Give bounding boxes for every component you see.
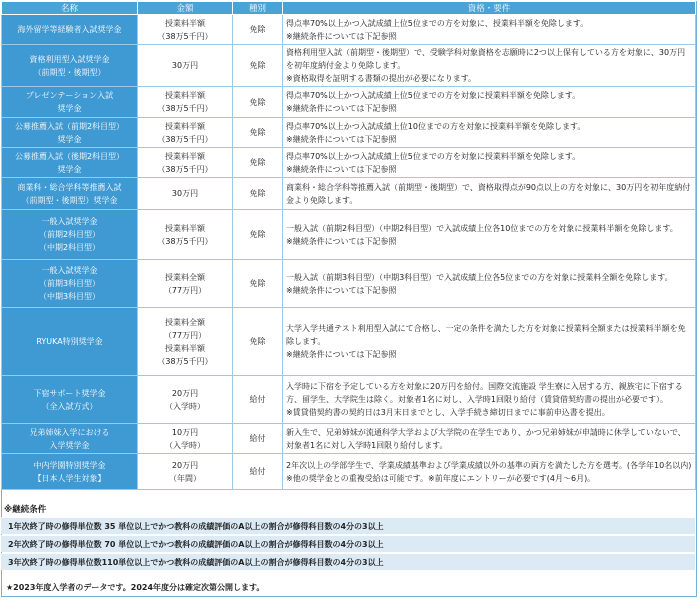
scholarship-name-line: （全入試方式） — [41, 401, 98, 411]
scholarship-amount-line: （77万円） — [163, 285, 207, 295]
scholarship-amount — [138, 118, 233, 148]
scholarship-amount — [138, 210, 233, 260]
scholarship-requirements — [283, 454, 696, 490]
scholarship-name-line: 公募推薦入試（前期2科目型） — [14, 121, 125, 131]
scholarship-name — [2, 308, 138, 376]
scholarship-amount-line: （38万5千円） — [157, 104, 213, 113]
scholarship-name — [2, 424, 138, 454]
scholarship-type: 免除 — [233, 210, 283, 260]
scholarship-requirements — [283, 210, 696, 260]
scholarship-amount-line: 20万円 — [171, 460, 199, 470]
scholarship-amount-line: （入学時） — [165, 440, 205, 450]
scholarship-amount-line: 授業料半額 — [165, 343, 205, 353]
scholarship-name-line: （前期3科目型） — [38, 279, 101, 288]
table-row — [2, 178, 696, 210]
condition-row-2: 2年次終了時の修得単位数 70 単位以上でかつ教科の成績評価のA以上の割合が修得科目数の4分の3以上 — [1, 535, 695, 552]
scholarship-name — [2, 148, 138, 178]
scholarship-requirements-line: 商業科・総合学科等推薦入試（前期型・後期型）で、資格取得点が90点以上の方を対象に、30万円を初年度納付金より免除します。 — [286, 182, 691, 205]
scholarship-requirements — [283, 148, 696, 178]
scholarship-name — [2, 454, 138, 490]
scholarship-type: 免除 — [233, 308, 283, 376]
scholarship-requirements-line: ※継続条件については下記参照 — [286, 31, 397, 41]
scholarship-amount-line: 授業料全額 — [165, 272, 205, 282]
scholarship-name-line: （前期型・後期型）奨学金 — [21, 195, 118, 205]
scholarship-amount — [138, 376, 233, 424]
scholarship-amount-line: （38万5千円） — [157, 356, 213, 366]
scholarship-name — [2, 376, 138, 424]
scholarship-name-line: （前期型・後期型） — [33, 67, 106, 77]
scholarship-name — [2, 15, 138, 45]
scholarship-name-line: 【日本人学生対象】 — [33, 473, 106, 483]
table-row — [2, 148, 696, 178]
scholarship-amount-line: 30万円 — [171, 61, 199, 70]
scholarship-requirements-line: ※資格取得を証明する書類の提出が必要になります。 — [286, 74, 477, 83]
header-name: 名称 — [2, 2, 138, 15]
table-row — [2, 424, 696, 454]
scholarship-name — [2, 178, 138, 210]
scholarship-type: 免除 — [233, 178, 283, 210]
footnote: ★2023年度入学者のデータです。2024年度分は確定次第公開します。 — [6, 583, 265, 592]
scholarship-requirements-line: 一般入試（前期3科目型）（中期3科目型）で入試成績上位各5位までの方を対象に授業料全額を免除します。 — [286, 272, 673, 282]
scholarship-requirements — [283, 87, 696, 118]
scholarship-name-line: 海外留学等経験者入試奨学金 — [17, 25, 122, 34]
conditions-title: ※継続条件 — [4, 505, 47, 515]
scholarship-requirements-line: 資格利用型入試（前期型・後期型）で、受験学科対象資格を志願時に2つ以上保有している方を対象に、30万円を初年度納付金より免除します。 — [286, 48, 686, 70]
scholarship-amount-line: （38万5千円） — [157, 164, 213, 174]
scholarship-requirements-line: ※継続条件については下記参照 — [286, 236, 397, 246]
scholarship-type: 給付 — [233, 454, 283, 490]
scholarship-amount — [138, 178, 233, 210]
scholarship-requirements-line: ※継続条件については下記参照 — [286, 285, 397, 295]
scholarship-name-line: （前期2科目型） — [38, 230, 101, 239]
scholarship-name — [2, 260, 138, 308]
scholarship-name-line: 奨学金 — [57, 164, 82, 174]
scholarship-amount-line: （77万円） — [163, 330, 207, 340]
scholarship-amount-line: 授業料全額 — [165, 317, 205, 327]
scholarship-amount — [138, 260, 233, 308]
scholarship-name-line: （中期3科目型） — [38, 292, 101, 301]
scholarship-name-line: 一般入試奨学金 — [41, 266, 98, 275]
scholarship-requirements-line: 得点率70%以上かつ入試成績上位5位までの方を対象に、授業料半額を免除します。 — [286, 18, 589, 28]
scholarship-name-line: 兄弟姉妹入学における — [29, 427, 110, 437]
scholarship-requirements — [283, 178, 696, 210]
table-row — [2, 376, 696, 424]
scholarship-type: 給付 — [233, 376, 283, 424]
scholarship-amount — [138, 454, 233, 490]
scholarship-name-line: 下宿サポート奨学金 — [33, 388, 106, 398]
scholarship-amount-line: 授業料半額 — [165, 18, 205, 28]
scholarship-name-line: 奨学金 — [57, 104, 82, 113]
scholarship-type: 給付 — [233, 424, 283, 454]
scholarship-amount-line: （年間） — [169, 473, 201, 483]
scholarship-name-line: 中内学園特別奨学金 — [33, 460, 106, 470]
scholarship-name-line: 公募推薦入試（後期2科目型） — [14, 151, 125, 161]
scholarship-requirements-line: 新入生で、兄弟姉妹が流通科学大学および大学院の在学生であり、かつ兄弟姉妹が申請時に休学していないで、対象者1名に対し入学時1回限り給付します。 — [286, 427, 686, 450]
scholarship-name-line: 奨学金 — [57, 134, 82, 144]
scholarship-requirements-line: 大学入学共通テスト利用型入試にて合格し、一定の条件を満たした方を対象に授業料全額または授業料半額を免除します。 — [286, 324, 686, 346]
table-row — [2, 260, 696, 308]
scholarship-amount-line: 授業料半額 — [165, 223, 205, 233]
scholarship-type: 免除 — [233, 87, 283, 118]
scholarship-name-line: RYUKA特別奨学金 — [36, 337, 103, 346]
scholarship-type: 免除 — [233, 148, 283, 178]
scholarship-name-line: 資格利用型入試奨学金 — [29, 54, 110, 64]
table-row — [2, 210, 696, 260]
table-row — [2, 45, 696, 87]
table-header — [2, 2, 696, 15]
scholarship-amount-line: 10万円 — [171, 427, 199, 437]
scholarship-requirements — [283, 15, 696, 45]
table-row — [2, 87, 696, 118]
condition-row-1: 1年次終了時の修得単位数 35 単位以上でかつ教科の成績評価のA以上の割合が修得科目数の4分の3以上 — [1, 517, 695, 534]
scholarship-type: 免除 — [233, 118, 283, 148]
scholarship-amount — [138, 308, 233, 376]
header-requirements: 資格・要件 — [283, 2, 696, 15]
scholarship-requirements-line: ※継続条件については下記参照 — [286, 134, 397, 144]
scholarship-requirements-line: 入学時に下宿を予定している方を対象に20万円を給付。国際交流施設 学生寮に入居する方、親族宅に下宿する方、留学生、大学院生は除く。対象者1名に対し、入学時1回限り給付（賃貸借契約書の提出が必要です）。 — [286, 382, 683, 404]
scholarship-type: 免除 — [233, 260, 283, 308]
scholarship-requirements-line: ※継続条件については下記参照 — [286, 104, 397, 113]
condition-row-3: 3年次終了時の修得単位数110単位以上でかつ教科の成績評価のA以上の割合が修得科目数の4分の3以上 — [1, 553, 695, 570]
scholarship-amount — [138, 45, 233, 87]
scholarship-name-line: （中期2科目型） — [38, 243, 101, 252]
scholarship-amount-line: 授業料半額 — [165, 91, 205, 100]
scholarship-name-line: 商業科・総合学科等推薦入試 — [17, 182, 122, 192]
header-amount: 金額 — [138, 2, 233, 15]
scholarship-amount-line: 20万円 — [171, 388, 199, 398]
scholarship-requirements — [283, 376, 696, 424]
scholarship-requirements — [283, 118, 696, 148]
header-type: 種別 — [233, 2, 283, 15]
scholarship-type: 免除 — [233, 15, 283, 45]
scholarship-table — [1, 1, 696, 490]
scholarship-name-line: 一般入試奨学金 — [41, 217, 98, 226]
scholarship-name — [2, 87, 138, 118]
scholarship-requirements — [283, 45, 696, 87]
table-row — [2, 454, 696, 490]
scholarship-requirements-line: ※継続条件については下記参照 — [286, 350, 397, 359]
scholarship-requirements-line: ※継続条件については下記参照 — [286, 164, 397, 174]
scholarship-amount — [138, 15, 233, 45]
scholarship-name — [2, 210, 138, 260]
scholarship-requirements — [283, 260, 696, 308]
scholarship-amount — [138, 87, 233, 118]
scholarship-name — [2, 118, 138, 148]
scholarship-requirements-line: 2年次以上の学部学生で、学業成績基準および学業成績以外の基準の両方を満たした方を選考。(各学年10名以内) — [286, 460, 692, 470]
scholarship-amount-line: 授業料半額 — [165, 121, 205, 131]
scholarship-requirements-line: 得点率70%以上かつ入試成績上位10位までの方を対象に授業料半額を免除します。 — [286, 121, 586, 131]
table-row — [2, 118, 696, 148]
scholarship-amount-line: （38万5千円） — [157, 134, 213, 144]
scholarship-requirements-line: ※賃貸借契約書の契約日は3月末日までとし、入学手続き締切日までに事前申込書を提出。 — [286, 408, 610, 417]
scholarship-requirements-line: 得点率70%以上かつ入試成績上位5位までの方を対象に授業料半額を免除します。 — [286, 151, 581, 161]
scholarship-amount — [138, 424, 233, 454]
scholarship-amount-line: 授業料半額 — [165, 151, 205, 161]
scholarship-amount-line: （38万5千円） — [157, 236, 213, 246]
table-row — [2, 15, 696, 45]
scholarship-requirements-line: 得点率70%以上かつ入試成績上位5位までの方を対象に授業料半額を免除します。 — [286, 91, 581, 100]
scholarship-name-line: 入学奨学金 — [49, 440, 90, 450]
scholarship-amount — [138, 148, 233, 178]
scholarship-requirements-line: 一般入試（前期2科目型）（中期2科目型）で入試成績上位各10位までの方を対象に授業料半額を免除します。 — [286, 223, 678, 233]
scholarship-name — [2, 45, 138, 87]
scholarship-requirements-line: ※他の奨学金との重複受給は可能です。※前年度にエントリーが必要です(4月～6月)。 — [286, 473, 596, 483]
scholarship-amount-line: 30万円 — [171, 189, 199, 198]
scholarship-amount-line: （38万5千円） — [157, 31, 213, 41]
table-row — [2, 308, 696, 376]
scholarship-amount-line: （入学時） — [165, 401, 205, 411]
scholarship-name-line: プレゼンテーション入試 — [25, 91, 114, 100]
scholarship-type: 免除 — [233, 45, 283, 87]
scholarship-requirements — [283, 424, 696, 454]
scholarship-requirements — [283, 308, 696, 376]
